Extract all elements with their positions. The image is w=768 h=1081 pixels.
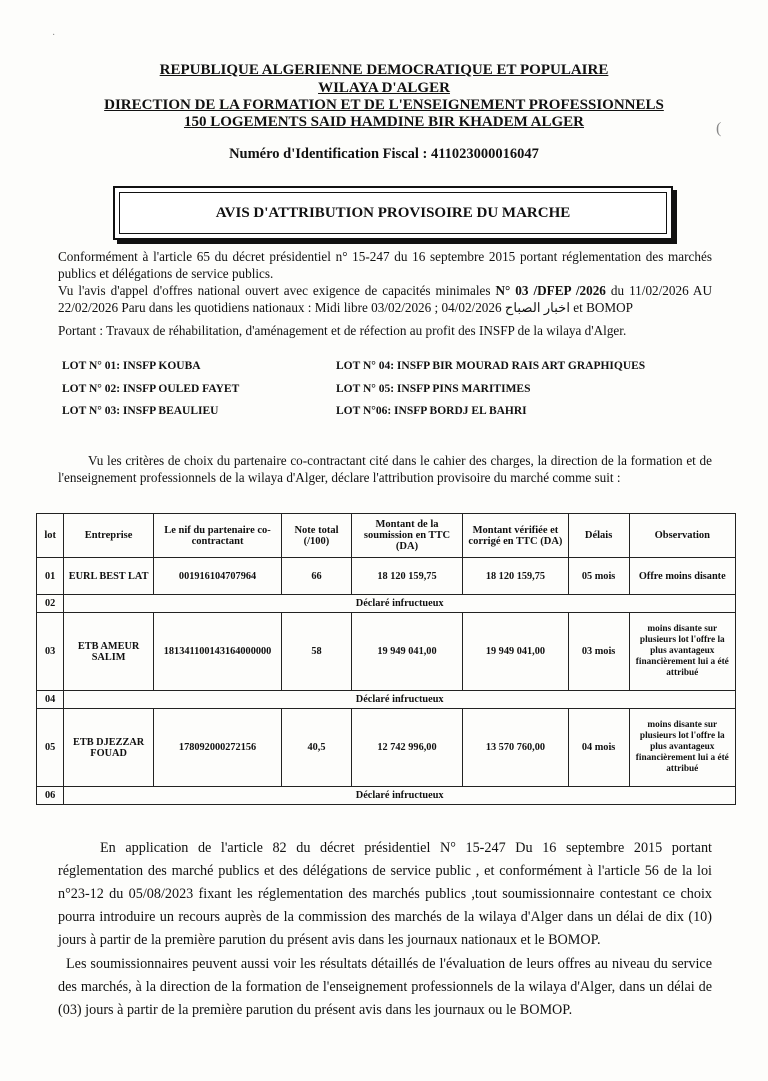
cell-observation: moins disante sur plusieurs lot l'offre la plus avantageux financièrement lui a été attribué bbox=[629, 613, 735, 691]
cell-entreprise: ETB AMEUR SALIM bbox=[64, 613, 153, 691]
table-row bbox=[37, 613, 736, 691]
lot-item: LOT N° 05: INSFP PINS MARITIMES bbox=[336, 383, 531, 395]
cell-corrige: 13 570 760,00 bbox=[463, 709, 568, 787]
cell-lot: 03 bbox=[37, 613, 64, 691]
cell-montant: 12 742 996,00 bbox=[351, 709, 463, 787]
header-wilaya: WILAYA D'ALGER bbox=[318, 80, 450, 96]
col-header: Entreprise bbox=[64, 514, 153, 558]
table-row bbox=[37, 595, 736, 613]
table-row bbox=[37, 558, 736, 595]
col-header: Note total (/100) bbox=[282, 514, 351, 558]
cell-entreprise: EURL BEST LAT bbox=[64, 558, 153, 595]
cell-delais: 05 mois bbox=[568, 558, 629, 595]
cell-montant: 18 120 159,75 bbox=[351, 558, 463, 595]
cell-delais: 03 mois bbox=[568, 613, 629, 691]
scan-mark: ( bbox=[716, 120, 722, 137]
cell-infructueux: Déclaré infructueux bbox=[64, 787, 736, 805]
cell-observation: moins disante sur plusieurs lot l'offre la plus avantageux financièrement lui a été attribué bbox=[629, 709, 735, 787]
col-header: Montant de la soumission en TTC (DA) bbox=[351, 514, 463, 558]
cell-montant: 19 949 041,00 bbox=[351, 613, 463, 691]
table-row bbox=[37, 691, 736, 709]
lot-item: LOT N° 02: INSFP OULED FAYET bbox=[62, 383, 240, 395]
table-row bbox=[37, 787, 736, 805]
cell-infructueux: Déclaré infructueux bbox=[64, 691, 736, 709]
criteria-paragraph: Vu les critères de choix du partenaire co-contractant cité dans le cahier des charges, la direction de la formation et de l'enseignement professionnels de la wilaya d'Alger, déclare l'attribution provisoire du marché comme suit : bbox=[58, 453, 712, 485]
intro-p2-dates: du 11/02/2026 AU 22/02/2026 Paru dans les quotidiens nationaux : Midi libre 03/02/2026 ; bbox=[58, 283, 712, 315]
cell-infructueux: Déclaré infructueux bbox=[64, 595, 736, 613]
lot-item: LOT N° 04: INSFP BIR MOURAD RAIS ART GRAPHIQUES bbox=[336, 360, 646, 372]
arabic-newspaper: اخبار الصباح bbox=[504, 300, 570, 315]
cell-corrige: 18 120 159,75 bbox=[463, 558, 568, 595]
cell-nif: 181341100143164000000 bbox=[153, 613, 281, 691]
cell-corrige: 19 949 041,00 bbox=[463, 613, 568, 691]
cell-observation: Offre moins disante bbox=[629, 558, 735, 595]
header-direction: DIRECTION DE LA FORMATION ET DE L'ENSEIGNEMENT PROFESSIONNELS bbox=[104, 97, 664, 113]
col-header: Délais bbox=[568, 514, 629, 558]
col-header: Le nif du partenaire co-contractant bbox=[153, 514, 281, 558]
tender-number: N° 03 /DFEP /2026 bbox=[495, 283, 606, 298]
intro-p2-end: 04/02/2026 et BOMOP bbox=[441, 300, 634, 315]
header-address: 150 LOGEMENTS SAID HAMDINE BIR KHADEM ALGER bbox=[183, 114, 585, 130]
closing-paragraph-1: En application de l'article 82 du décret présidentiel N° 15-247 Du 16 septembre 2015 portant réglementation des marché publics et des délégations de service public , et conformément à l'article 56 de la loi n°23-12 du 05/08/2023 fixant les réglementation des marchés publics ,tout soumissionnaire contestant ce choix pourra introduire un recours auprès de la commission des marchés de la wilaya d'Alger dans un délai de dix (10) jours à partir de la première parution du présent avis dans les journaux nationaux et le BOMOP. bbox=[58, 840, 712, 948]
intro-paragraph-3: Portant : Travaux de réhabilitation, d'aménagement et de réfection au profit des INSFP de la wilaya d'Alger. bbox=[58, 323, 627, 338]
header-republic: REPUBLIQUE ALGERIENNE DEMOCRATIQUE ET POPULAIRE bbox=[159, 62, 609, 78]
intro-paragraph-2 bbox=[58, 282, 712, 316]
cell-lot: 02 bbox=[37, 595, 64, 613]
cell-lot: 06 bbox=[37, 787, 64, 805]
col-header: lot bbox=[37, 514, 64, 558]
lot-item: LOT N°06: INSFP BORDJ EL BAHRI bbox=[336, 405, 527, 417]
col-header: Montant vérifiée et corrigé en TTC (DA) bbox=[463, 514, 568, 558]
cell-note: 58 bbox=[282, 613, 351, 691]
lot-item: LOT N° 01: INSFP KOUBA bbox=[62, 360, 201, 372]
scan-speck: · bbox=[52, 30, 56, 41]
document-title: AVIS D'ATTRIBUTION PROVISOIRE DU MARCHE bbox=[119, 192, 667, 234]
cell-lot: 01 bbox=[37, 558, 64, 595]
cell-note: 40,5 bbox=[282, 709, 351, 787]
cell-note: 66 bbox=[282, 558, 351, 595]
intro-p2-start: Vu l'avis d'appel d'offres national ouvert avec exigence de capacités minimales bbox=[58, 283, 496, 298]
closing-paragraph-2: Les soumissionnaires peuvent aussi voir les résultats détaillés de l'évaluation de leurs offres au niveau du service des marchés, à la direction de la formation de l'enseignement professionnels de la wilaya d'Alger, dans un délai de (03) jours à partir de la première parution du présent avis dans les journaux ou le BOMOP. bbox=[58, 956, 712, 1018]
title-box bbox=[113, 186, 673, 240]
cell-entreprise: ETB DJEZZAR FOUAD bbox=[64, 709, 153, 787]
table-header-row bbox=[37, 514, 736, 558]
cell-lot: 05 bbox=[37, 709, 64, 787]
table-row bbox=[37, 709, 736, 787]
intro-paragraph-1: Conformément à l'article 65 du décret présidentiel n° 15-247 du 16 septembre 2015 portant réglementation des marchés publics et délégations de service publics. bbox=[58, 249, 712, 281]
col-header: Observation bbox=[629, 514, 735, 558]
fiscal-id: Numéro d'Identification Fiscal : 411023000016047 bbox=[229, 146, 539, 162]
cell-nif: 178092000272156 bbox=[153, 709, 281, 787]
cell-delais: 04 mois bbox=[568, 709, 629, 787]
cell-nif: 001916104707964 bbox=[153, 558, 281, 595]
lot-item: LOT N° 03: INSFP BEAULIEU bbox=[62, 405, 219, 417]
results-table bbox=[36, 513, 736, 805]
cell-lot: 04 bbox=[37, 691, 64, 709]
